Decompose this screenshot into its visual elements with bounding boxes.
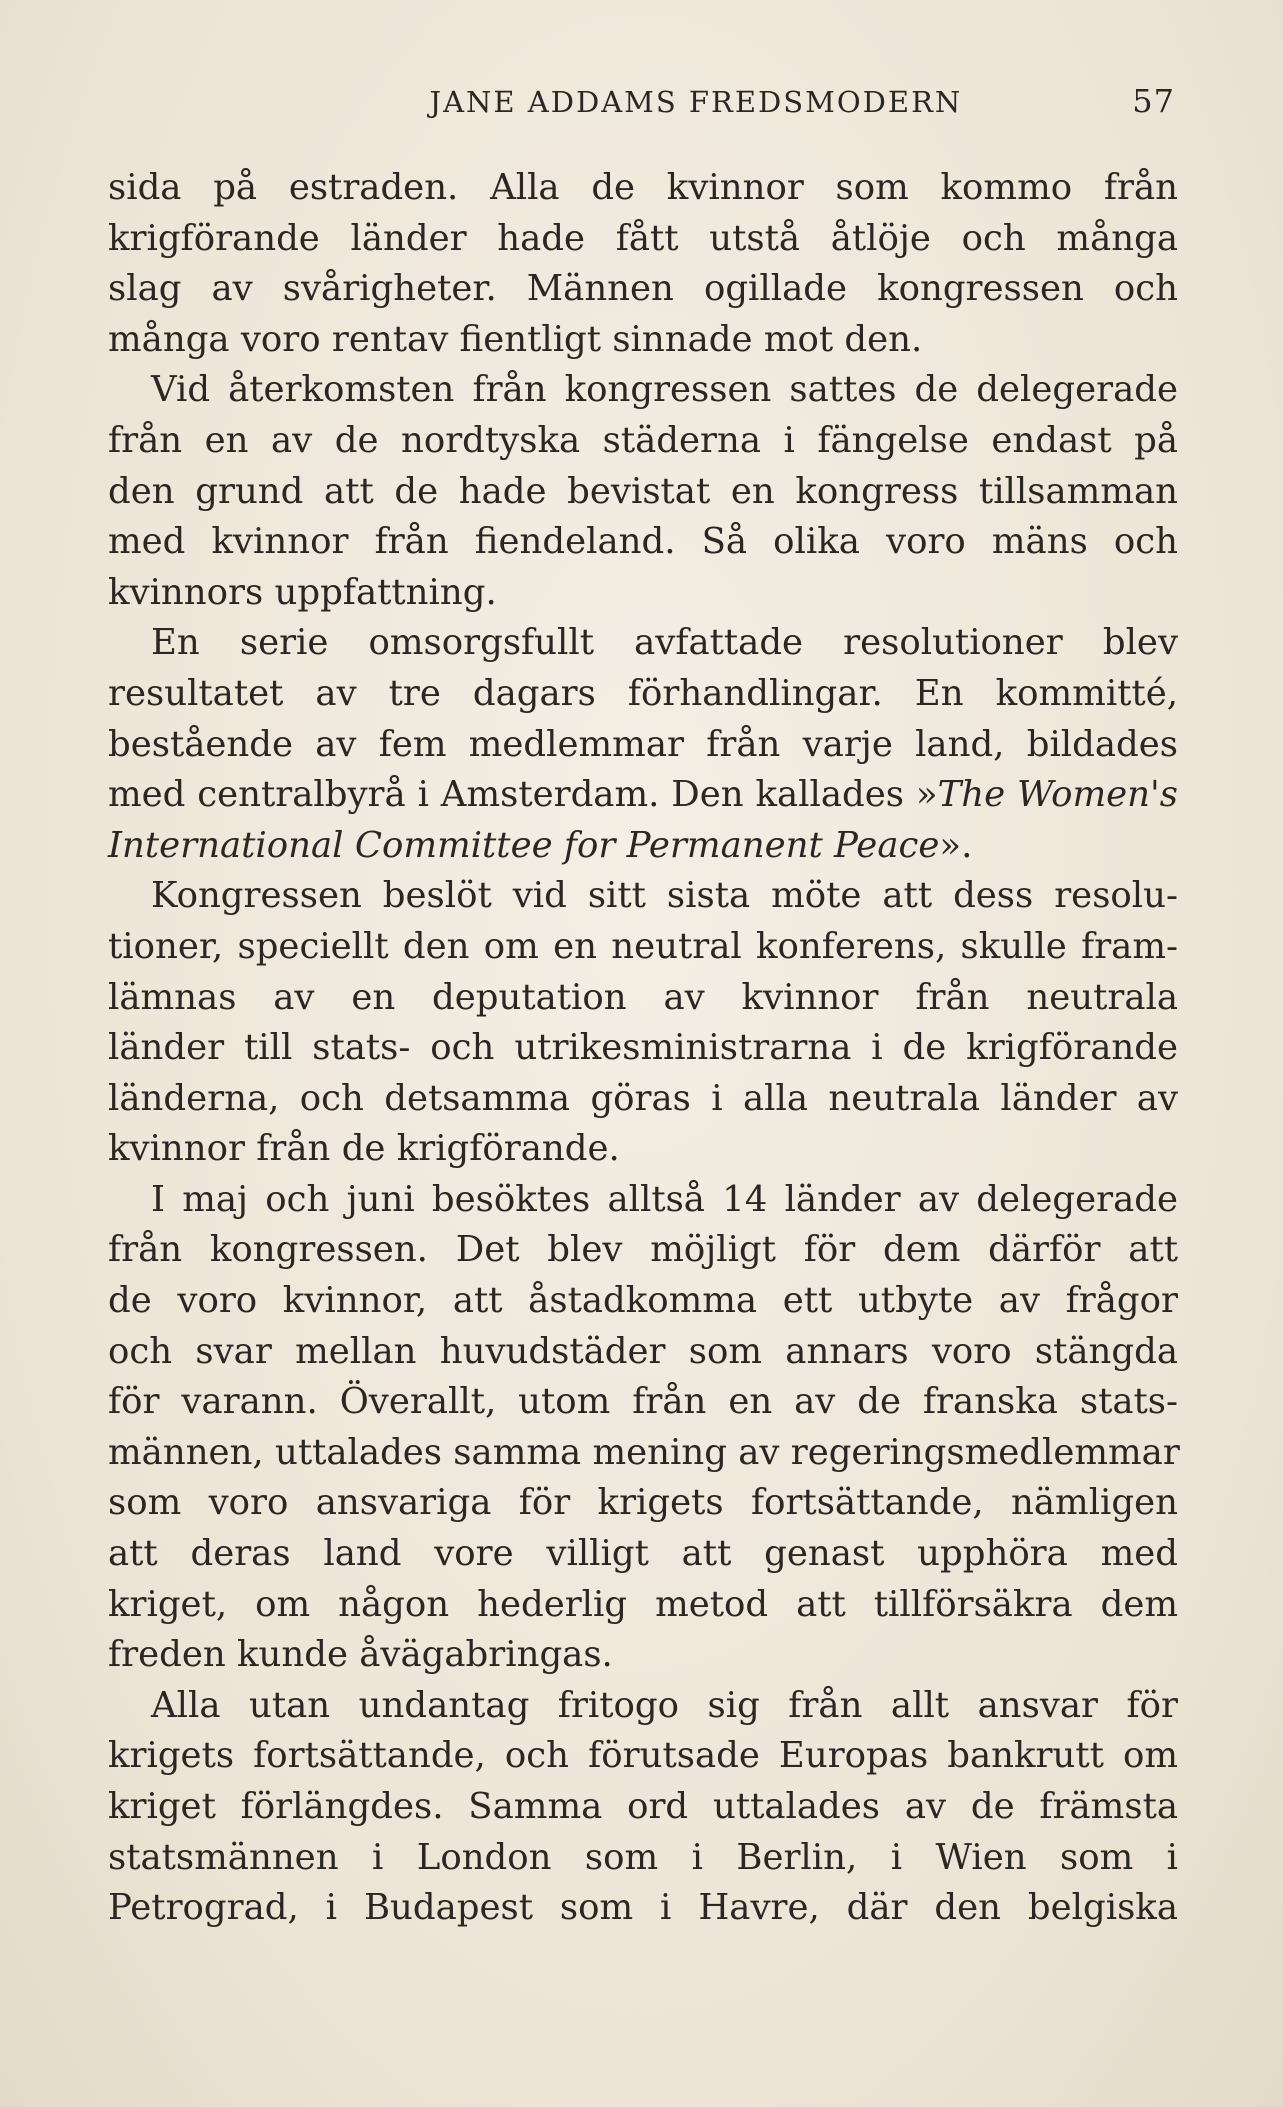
paragraph-6 <box>108 1681 1178 1934</box>
italic-committee-name: International Committee for Permanent Peace <box>108 824 940 866</box>
text-line: Kongressen beslöt vid sitt sista möte att dess resolu- <box>151 875 1178 917</box>
paragraph-4 <box>108 871 1178 1175</box>
paragraph-5 <box>108 1175 1178 1681</box>
text-line: med kvinnor från fiendeland. Så olika voro mäns och <box>108 521 1178 563</box>
paragraph-1 <box>108 163 1178 365</box>
text-line: kvinnors uppfattning. <box>108 571 497 613</box>
text-line: resultatet av tre dagars förhandlingar. En kommitté, <box>108 672 1178 714</box>
text-line: Vid återkomsten från kongressen sattes de delegerade <box>151 369 1178 411</box>
text-line: från kongressen. Det blev möjligt för dem därför att <box>108 1229 1178 1271</box>
text-line: slag av svårigheter. Männen ogillade kongressen och <box>108 268 1178 310</box>
text-line: bestående av fem medlemmar från varje land, bildades <box>108 723 1178 765</box>
text-line: En serie omsorgsfullt avfattade resolutioner blev <box>151 622 1178 664</box>
text-line: många voro rentav fientligt sinnade mot den. <box>108 318 923 360</box>
text-line-mixed <box>108 770 1178 821</box>
text-line: Petrograd, i Budapest som i Havre, där den belgiska <box>108 1887 1178 1929</box>
text-line: männen, uttalades samma mening av regeringsmedlemmar <box>108 1431 1180 1473</box>
text-line: för varann. Överallt, utom från en av de franska stats- <box>108 1381 1178 1423</box>
text-line: som voro ansvariga för krigets fortsättande, nämligen <box>108 1482 1178 1524</box>
text-line: kriget förlängdes. Samma ord uttalades av de främsta <box>108 1786 1178 1827</box>
text-line: statsmännen i London som i Berlin, i Wien som i <box>108 1836 1178 1878</box>
text-line: freden kunde åvägabringas. <box>108 1634 613 1676</box>
paragraph-3 <box>108 618 1178 871</box>
text-line: sida på estraden. Alla de kvinnor som kommo från <box>108 167 1178 208</box>
text-line: den grund att de hade bevistat en kongress tillsamman <box>108 470 1178 512</box>
text-line: krigets fortsättande, och förutsade Europas bankrutt om <box>108 1735 1178 1777</box>
text-line: och svar mellan huvudstäder som annars voro stängda <box>108 1330 1178 1372</box>
text-line: I maj och juni besöktes alltså 14 länder av delegerade <box>151 1178 1178 1220</box>
text-line: lämnas av en deputation av kvinnor från neutrala <box>108 976 1178 1018</box>
body-text <box>108 163 1178 1934</box>
paragraph-2 <box>108 365 1178 618</box>
text-line: tioner, speciellt den om en neutral konferens, skulle fram- <box>108 925 1178 967</box>
text-line: att deras land vore villigt att genast upphöra med <box>108 1533 1178 1575</box>
text-line: krigförande länder hade fått utstå åtlöje och många <box>108 217 1178 259</box>
text-line: länder till stats- och utrikesministrarna i de krigförande <box>108 1027 1178 1069</box>
text-line: Alla utan undantag fritogo sig från allt ansvar för <box>151 1684 1178 1726</box>
closing-quote: ». <box>939 824 973 866</box>
text-line: från en av de nordtyska städerna i fängelse endast på <box>108 419 1178 461</box>
text-line-mixed <box>108 821 1178 872</box>
running-title: JANE ADDAMS FREDSMODERN <box>429 85 963 119</box>
text-line: de voro kvinnor, att åstadkomma ett utbyte av frågor <box>108 1280 1178 1322</box>
italic-segment: The Women's <box>937 774 1178 816</box>
text-line: kriget, om någon hederlig metod att tillförsäkra dem <box>108 1583 1178 1625</box>
text-line: länderna, och detsamma göras i alla neutrala länder av <box>108 1077 1178 1119</box>
text-line: kvinnor från de krigförande. <box>108 1128 620 1170</box>
page-number: 57 <box>1132 82 1175 120</box>
running-head <box>108 82 1175 132</box>
text-segment: med centralbyrå i Amsterdam. Den kallades » <box>108 774 938 816</box>
